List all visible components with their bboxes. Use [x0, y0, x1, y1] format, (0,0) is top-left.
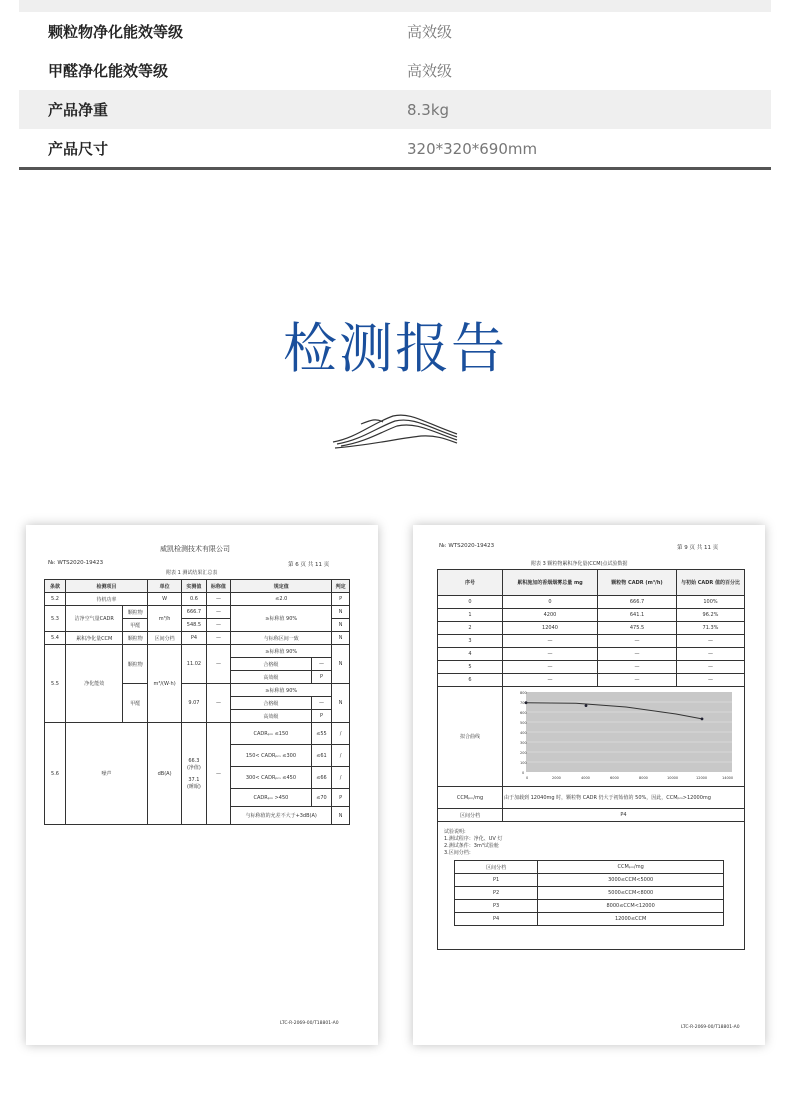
header-cell: CCMₚₘ/mg	[538, 861, 724, 874]
cell: —	[503, 648, 598, 661]
y-tick: 200	[519, 750, 527, 755]
table-header	[45, 580, 350, 593]
header-cell: 区间分档	[455, 861, 538, 874]
cell: 甲醛	[123, 684, 148, 723]
cell: P	[311, 671, 332, 684]
header-cell: 颗粒物 CADR (m³/h)	[598, 570, 677, 596]
results-table	[44, 579, 350, 825]
cell: —	[503, 635, 598, 648]
table-title: 附表 3 颗粒物累积净化量(CCM)点试验数据	[531, 561, 628, 567]
cell: ≤61	[311, 745, 332, 767]
spec-value: 高效级	[407, 23, 453, 41]
cell: N	[332, 807, 350, 825]
note-line: 2.测试条件：3m³试验舱	[444, 843, 499, 849]
cell: P1	[455, 874, 538, 887]
cell: dB(A)	[147, 723, 181, 825]
x-tick: 10000	[666, 775, 678, 780]
cell: ≥标称值 90%	[231, 684, 332, 697]
cell: 475.5	[598, 622, 677, 635]
cell: 5000≤CCM<8000	[538, 887, 724, 900]
cell: 5.5	[45, 645, 66, 723]
cell: 12000≤CCM	[538, 913, 724, 926]
cell: P	[332, 789, 350, 807]
cell: /	[332, 767, 350, 789]
bins-table	[454, 860, 724, 926]
cell: —	[206, 619, 231, 632]
cell: 与标称值的允差不大于+3dB(A)	[231, 807, 332, 825]
cell: P	[332, 593, 350, 606]
fit-chart-cell	[503, 687, 745, 787]
cell: 4	[438, 648, 503, 661]
y-tick: 400	[519, 730, 527, 735]
cell: P4	[455, 913, 538, 926]
cell: —	[206, 632, 231, 645]
page-info: 第 9 页 共 11 页	[677, 545, 719, 551]
table-row	[438, 635, 745, 648]
header-cell: 序号	[438, 570, 503, 596]
cell: /	[332, 745, 350, 767]
table-row	[438, 648, 745, 661]
table-row	[438, 674, 745, 687]
cell: 待机功率	[66, 593, 148, 606]
table-row	[438, 687, 745, 787]
cell: m³/(W·h)	[147, 645, 181, 723]
cell: —	[311, 658, 332, 671]
cell: 2	[438, 622, 503, 635]
spec-row-partial	[19, 0, 771, 12]
cell: —	[598, 648, 677, 661]
y-tick: 300	[519, 740, 527, 745]
report-page-2	[413, 525, 765, 1045]
cell: —	[503, 661, 598, 674]
cell: 641.1	[598, 609, 677, 622]
cell: 66.3 (净值) 37.1 (睡眠)	[182, 723, 207, 825]
page-footer: LTC-R-2069-00/T18801-A0	[280, 1021, 339, 1026]
cell: 5.3	[45, 606, 66, 632]
x-tick: 2000	[551, 775, 561, 780]
cell: —	[677, 661, 745, 674]
x-tick: 6000	[609, 775, 619, 780]
cell: 4200	[503, 609, 598, 622]
note-line: 试验说明:	[444, 829, 466, 835]
cell: /	[332, 723, 350, 745]
cell: —	[677, 674, 745, 687]
cell: ≤2.0	[231, 593, 332, 606]
cell: —	[206, 645, 231, 684]
y-tick: 0	[521, 770, 524, 775]
table-row	[45, 723, 350, 745]
spec-key: 颗粒物净化能效等级	[48, 23, 184, 41]
x-tick: 0	[525, 775, 528, 780]
x-tick: 4000	[580, 775, 590, 780]
cell: CCMₚₘ/mg	[438, 787, 503, 809]
cell: P4	[503, 809, 745, 822]
mountain-icon	[331, 408, 459, 450]
cell: —	[206, 593, 231, 606]
cell: 洁净空气量CADR	[66, 606, 123, 632]
header-cell: 规定值	[231, 580, 332, 593]
spec-key: 产品尺寸	[48, 140, 109, 158]
table-row	[438, 661, 745, 674]
cell: P3	[455, 900, 538, 913]
cell: N	[332, 645, 350, 684]
cell: 净化能效	[66, 645, 123, 723]
cell: N	[332, 606, 350, 619]
cell: —	[677, 648, 745, 661]
cell: 高效级	[231, 671, 312, 684]
cell: —	[598, 661, 677, 674]
spec-key: 产品净重	[48, 101, 109, 119]
cell: m³/h	[147, 606, 181, 632]
cell: ≥标称值 90%	[231, 645, 332, 658]
table-row	[455, 900, 724, 913]
table-row	[455, 887, 724, 900]
cell: P4	[182, 632, 207, 645]
spec-value: 320*320*690mm	[407, 139, 538, 158]
cell: 11.02	[182, 645, 207, 684]
cell: —	[206, 606, 231, 619]
cell: 666.7	[598, 596, 677, 609]
cell: ≤66	[311, 767, 332, 789]
cell: 150< CADRₚₘ ≤300	[231, 745, 312, 767]
y-tick: 500	[519, 720, 527, 725]
cell: 颗粒物	[123, 645, 148, 684]
table-row	[438, 809, 745, 822]
header-cell: 标称值	[206, 580, 231, 593]
cell: 9.07	[182, 684, 207, 723]
table-row	[438, 609, 745, 622]
table-row	[45, 632, 350, 645]
cell: 300< CADRₚₘ ≤450	[231, 767, 312, 789]
cell: N	[332, 619, 350, 632]
cell: 区间分档	[147, 632, 181, 645]
table-header	[455, 861, 724, 874]
y-tick: 800	[519, 690, 527, 695]
spec-row	[19, 51, 771, 90]
table-title: 附表 1 测试结果汇总表	[166, 570, 218, 576]
cell: 与标称区间一致	[231, 632, 332, 645]
cell: 71.3%	[677, 622, 745, 635]
cell: N	[332, 684, 350, 723]
cell: 8000≤CCM<12000	[538, 900, 724, 913]
cell: 合格级	[231, 658, 312, 671]
fit-curve-chart	[506, 688, 742, 784]
cell: —	[677, 635, 745, 648]
cell: 甲醛	[123, 619, 148, 632]
cell: —	[598, 635, 677, 648]
data-point	[700, 717, 703, 720]
spec-divider	[19, 167, 771, 170]
cell: 100%	[677, 596, 745, 609]
table-row	[438, 622, 745, 635]
cell: 666.7	[182, 606, 207, 619]
company-name: 威凯检测技术有限公司	[160, 545, 230, 553]
spec-row	[19, 12, 771, 51]
cell: 3000≤CCM<5000	[538, 874, 724, 887]
x-tick: 14000	[721, 775, 733, 780]
note-line: 1.测试程序：净化、UV 灯	[444, 836, 503, 842]
cell: ≤55	[311, 723, 332, 745]
header-cell: 累积施加的香烟烟雾总量 mg	[503, 570, 598, 596]
cell: W	[147, 593, 181, 606]
cell: 颗粒物	[123, 632, 148, 645]
cell: —	[503, 674, 598, 687]
cell: ≤70	[311, 789, 332, 807]
table-row	[438, 822, 745, 950]
y-tick: 600	[519, 710, 527, 715]
ccm-table	[437, 569, 745, 950]
cell: 5	[438, 661, 503, 674]
table-header	[438, 570, 745, 596]
cell: 区间分档	[438, 809, 503, 822]
report-number: №: WTS2020-19423	[439, 543, 495, 549]
notes-cell	[438, 822, 745, 950]
header-cell: 条款	[45, 580, 66, 593]
header-cell: 检测项目	[66, 580, 148, 593]
cell: ≥标称值 90%	[231, 606, 332, 632]
page-info: 第 6 页 共 11 页	[288, 562, 330, 568]
y-tick: 700	[519, 700, 527, 705]
spec-row	[19, 129, 771, 168]
header-cell: 判定	[332, 580, 350, 593]
section-title: 检测报告	[283, 317, 507, 380]
cell: 1	[438, 609, 503, 622]
header-cell: 与初始 CADR 值的百分比	[677, 570, 745, 596]
table-row	[45, 645, 350, 658]
note-line: 3.区间分档：	[444, 850, 474, 856]
cell: 12040	[503, 622, 598, 635]
cell: P	[311, 710, 332, 723]
cell: 0	[503, 596, 598, 609]
header-cell: 单位	[147, 580, 181, 593]
cell: CADRₚₘ >450	[231, 789, 312, 807]
cell: 96.2%	[677, 609, 745, 622]
cell: 高效级	[231, 710, 312, 723]
cell: —	[311, 697, 332, 710]
table-row	[45, 606, 350, 619]
x-tick: 8000	[638, 775, 648, 780]
cell: 0	[438, 596, 503, 609]
cell: 累积净化量CCM	[66, 632, 123, 645]
cell: 由于加载到 12040mg 时，颗粒物 CADR 仍大于初始值的 50%，因此，CCMₚₘ>12000mg	[503, 787, 745, 809]
table-row	[455, 913, 724, 926]
table-row	[455, 874, 724, 887]
cell: 548.5	[182, 619, 207, 632]
cell: 3	[438, 635, 503, 648]
report-page-1	[26, 525, 378, 1045]
report-number: №: WTS2020-19423	[48, 560, 104, 566]
cell: 拟合曲线	[438, 687, 503, 787]
cell: P2	[455, 887, 538, 900]
spec-value: 8.3kg	[407, 100, 450, 119]
page-footer: LTC-R-2069-00/T18801-A0	[681, 1025, 740, 1030]
cell: 0.6	[182, 593, 207, 606]
cell: 5.2	[45, 593, 66, 606]
data-point	[584, 704, 587, 707]
table-row	[45, 593, 350, 606]
spec-key: 甲醛净化能效等级	[48, 62, 169, 80]
cell: 颗粒物	[123, 606, 148, 619]
cell: 6	[438, 674, 503, 687]
cell: 噪声	[66, 723, 148, 825]
table-row	[438, 596, 745, 609]
spec-row	[19, 90, 771, 129]
cell: 5.6	[45, 723, 66, 825]
spec-value: 高效级	[407, 62, 453, 80]
cell: —	[206, 684, 231, 723]
header-cell: 实测值	[182, 580, 207, 593]
cell: —	[206, 723, 231, 825]
cell: 5.4	[45, 632, 66, 645]
cell: N	[332, 632, 350, 645]
cell: CADRₚₘ ≤150	[231, 723, 312, 745]
cell: —	[598, 674, 677, 687]
table-row	[438, 787, 745, 809]
cell: 合格级	[231, 697, 312, 710]
y-tick: 100	[519, 760, 527, 765]
x-tick: 12000	[695, 775, 707, 780]
